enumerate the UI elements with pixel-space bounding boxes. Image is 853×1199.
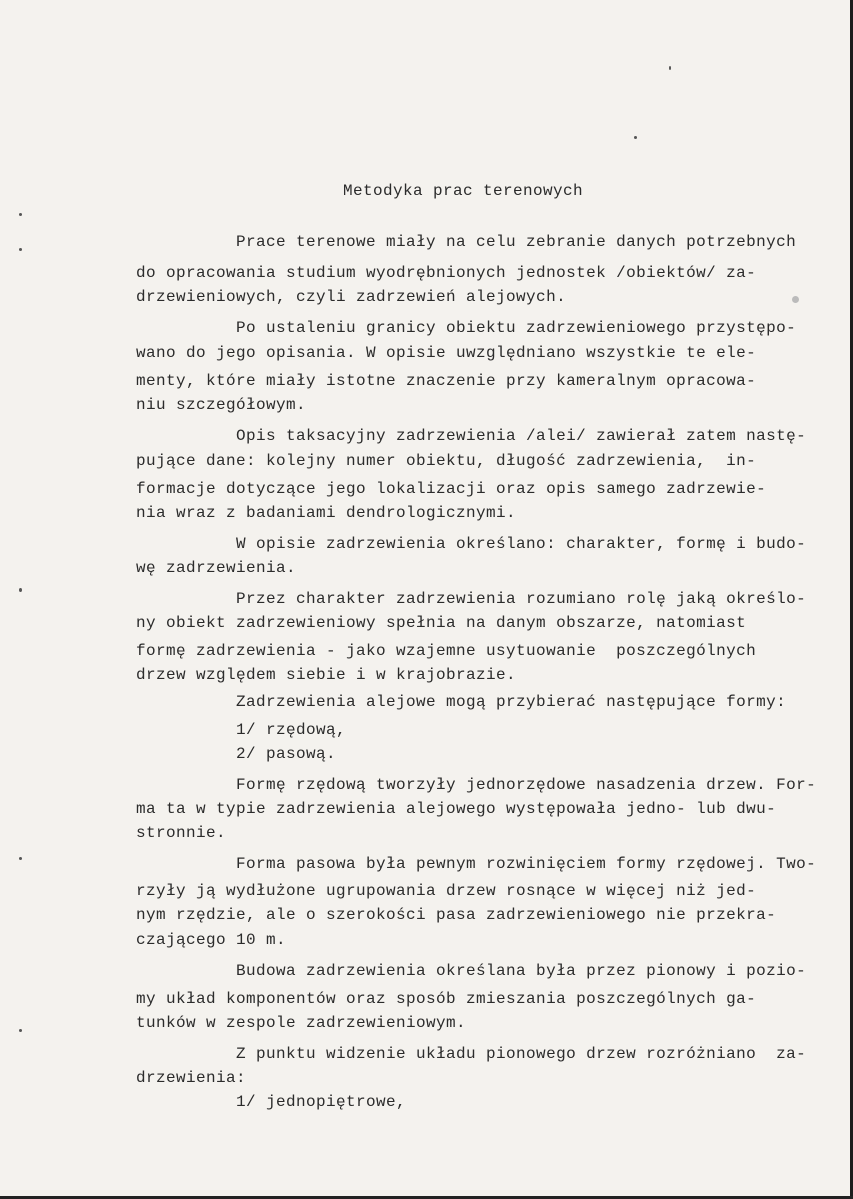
- text-line: 1/ jednopiętrowe,: [136, 1093, 407, 1111]
- text-line: Opis taksacyjny zadrzewienia /alei/ zawierał zatem nastę-: [136, 427, 807, 445]
- text-line: drzewienia:: [136, 1069, 247, 1087]
- text-line: ny obiekt zadrzewieniowy spełnia na danym obszarze, natomiast: [136, 614, 747, 632]
- text-line: stronnie.: [136, 824, 227, 842]
- text-line: Zadrzewienia alejowe mogą przybierać następujące formy:: [136, 693, 787, 711]
- scan-speck: [792, 296, 799, 303]
- text-line: Po ustaleniu granicy obiektu zadrzewieniowego przystępo-: [136, 319, 797, 337]
- text-line: Prace terenowe miały na celu zebranie danych potrzebnych: [136, 233, 797, 251]
- text-line: ma ta w typie zadrzewienia alejowego występowała jedno- lub dwu-: [136, 800, 777, 818]
- punch-mark: [19, 248, 22, 251]
- scan-speck: [669, 66, 671, 70]
- document-title: Metodyka prac terenowych: [343, 182, 584, 200]
- text-line: Budowa zadrzewienia określana była przez pionowy i pozio-: [136, 962, 807, 980]
- text-line: wano do jego opisania. W opisie uwzględniano wszystkie te ele-: [136, 344, 757, 362]
- text-line: niu szczegółowym.: [136, 396, 307, 414]
- text-line: my układ komponentów oraz sposób zmieszania poszczególnych ga-: [136, 990, 757, 1008]
- text-line: rzyły ją wydłużone ugrupowania drzew rosnące w więcej niż jed-: [136, 882, 757, 900]
- text-line: Przez charakter zadrzewienia rozumiano rolę jaką określo-: [136, 590, 807, 608]
- scan-speck: [634, 136, 637, 139]
- text-line: menty, które miały istotne znaczenie przy kameralnym opracowa-: [136, 372, 757, 390]
- text-line: do opracowania studium wyodrębnionych jednostek /obiektów/ za-: [136, 264, 757, 282]
- text-line: Z punktu widzenie układu pionowego drzew rozróżniano za-: [136, 1045, 807, 1063]
- text-line: 2/ pasową.: [136, 745, 337, 763]
- text-line: formę zadrzewienia - jako wzajemne usytuowanie poszczególnych: [136, 642, 757, 660]
- punch-mark: [19, 213, 22, 216]
- text-line: formacje dotyczące jego lokalizacji oraz opis samego zadrzewie-: [136, 480, 767, 498]
- text-line: drzewieniowych, czyli zadrzewień alejowych.: [136, 288, 567, 306]
- text-line: Formę rzędową tworzyły jednorzędowe nasadzenia drzew. For-: [136, 776, 817, 794]
- text-line: Forma pasowa była pewnym rozwinięciem formy rzędowej. Two-: [136, 855, 817, 873]
- punch-mark: [19, 857, 22, 860]
- text-line: 1/ rzędową,: [136, 721, 347, 739]
- punch-mark: [19, 588, 22, 592]
- text-line: nym rzędzie, ale o szerokości pasa zadrzewieniowego nie przekra-: [136, 906, 777, 924]
- text-line: pujące dane: kolejny numer obiektu, długość zadrzewienia, in-: [136, 452, 757, 470]
- text-line: wę zadrzewienia.: [136, 559, 297, 577]
- text-line: drzew względem siebie i w krajobrazie.: [136, 666, 517, 684]
- text-line: tunków w zespole zadrzewieniowym.: [136, 1014, 467, 1032]
- text-line: czającego 10 m.: [136, 931, 287, 949]
- text-line: nia wraz z badaniami dendrologicznymi.: [136, 504, 517, 522]
- punch-mark: [19, 1029, 22, 1032]
- text-line: W opisie zadrzewienia określano: charakter, formę i budo-: [136, 535, 807, 553]
